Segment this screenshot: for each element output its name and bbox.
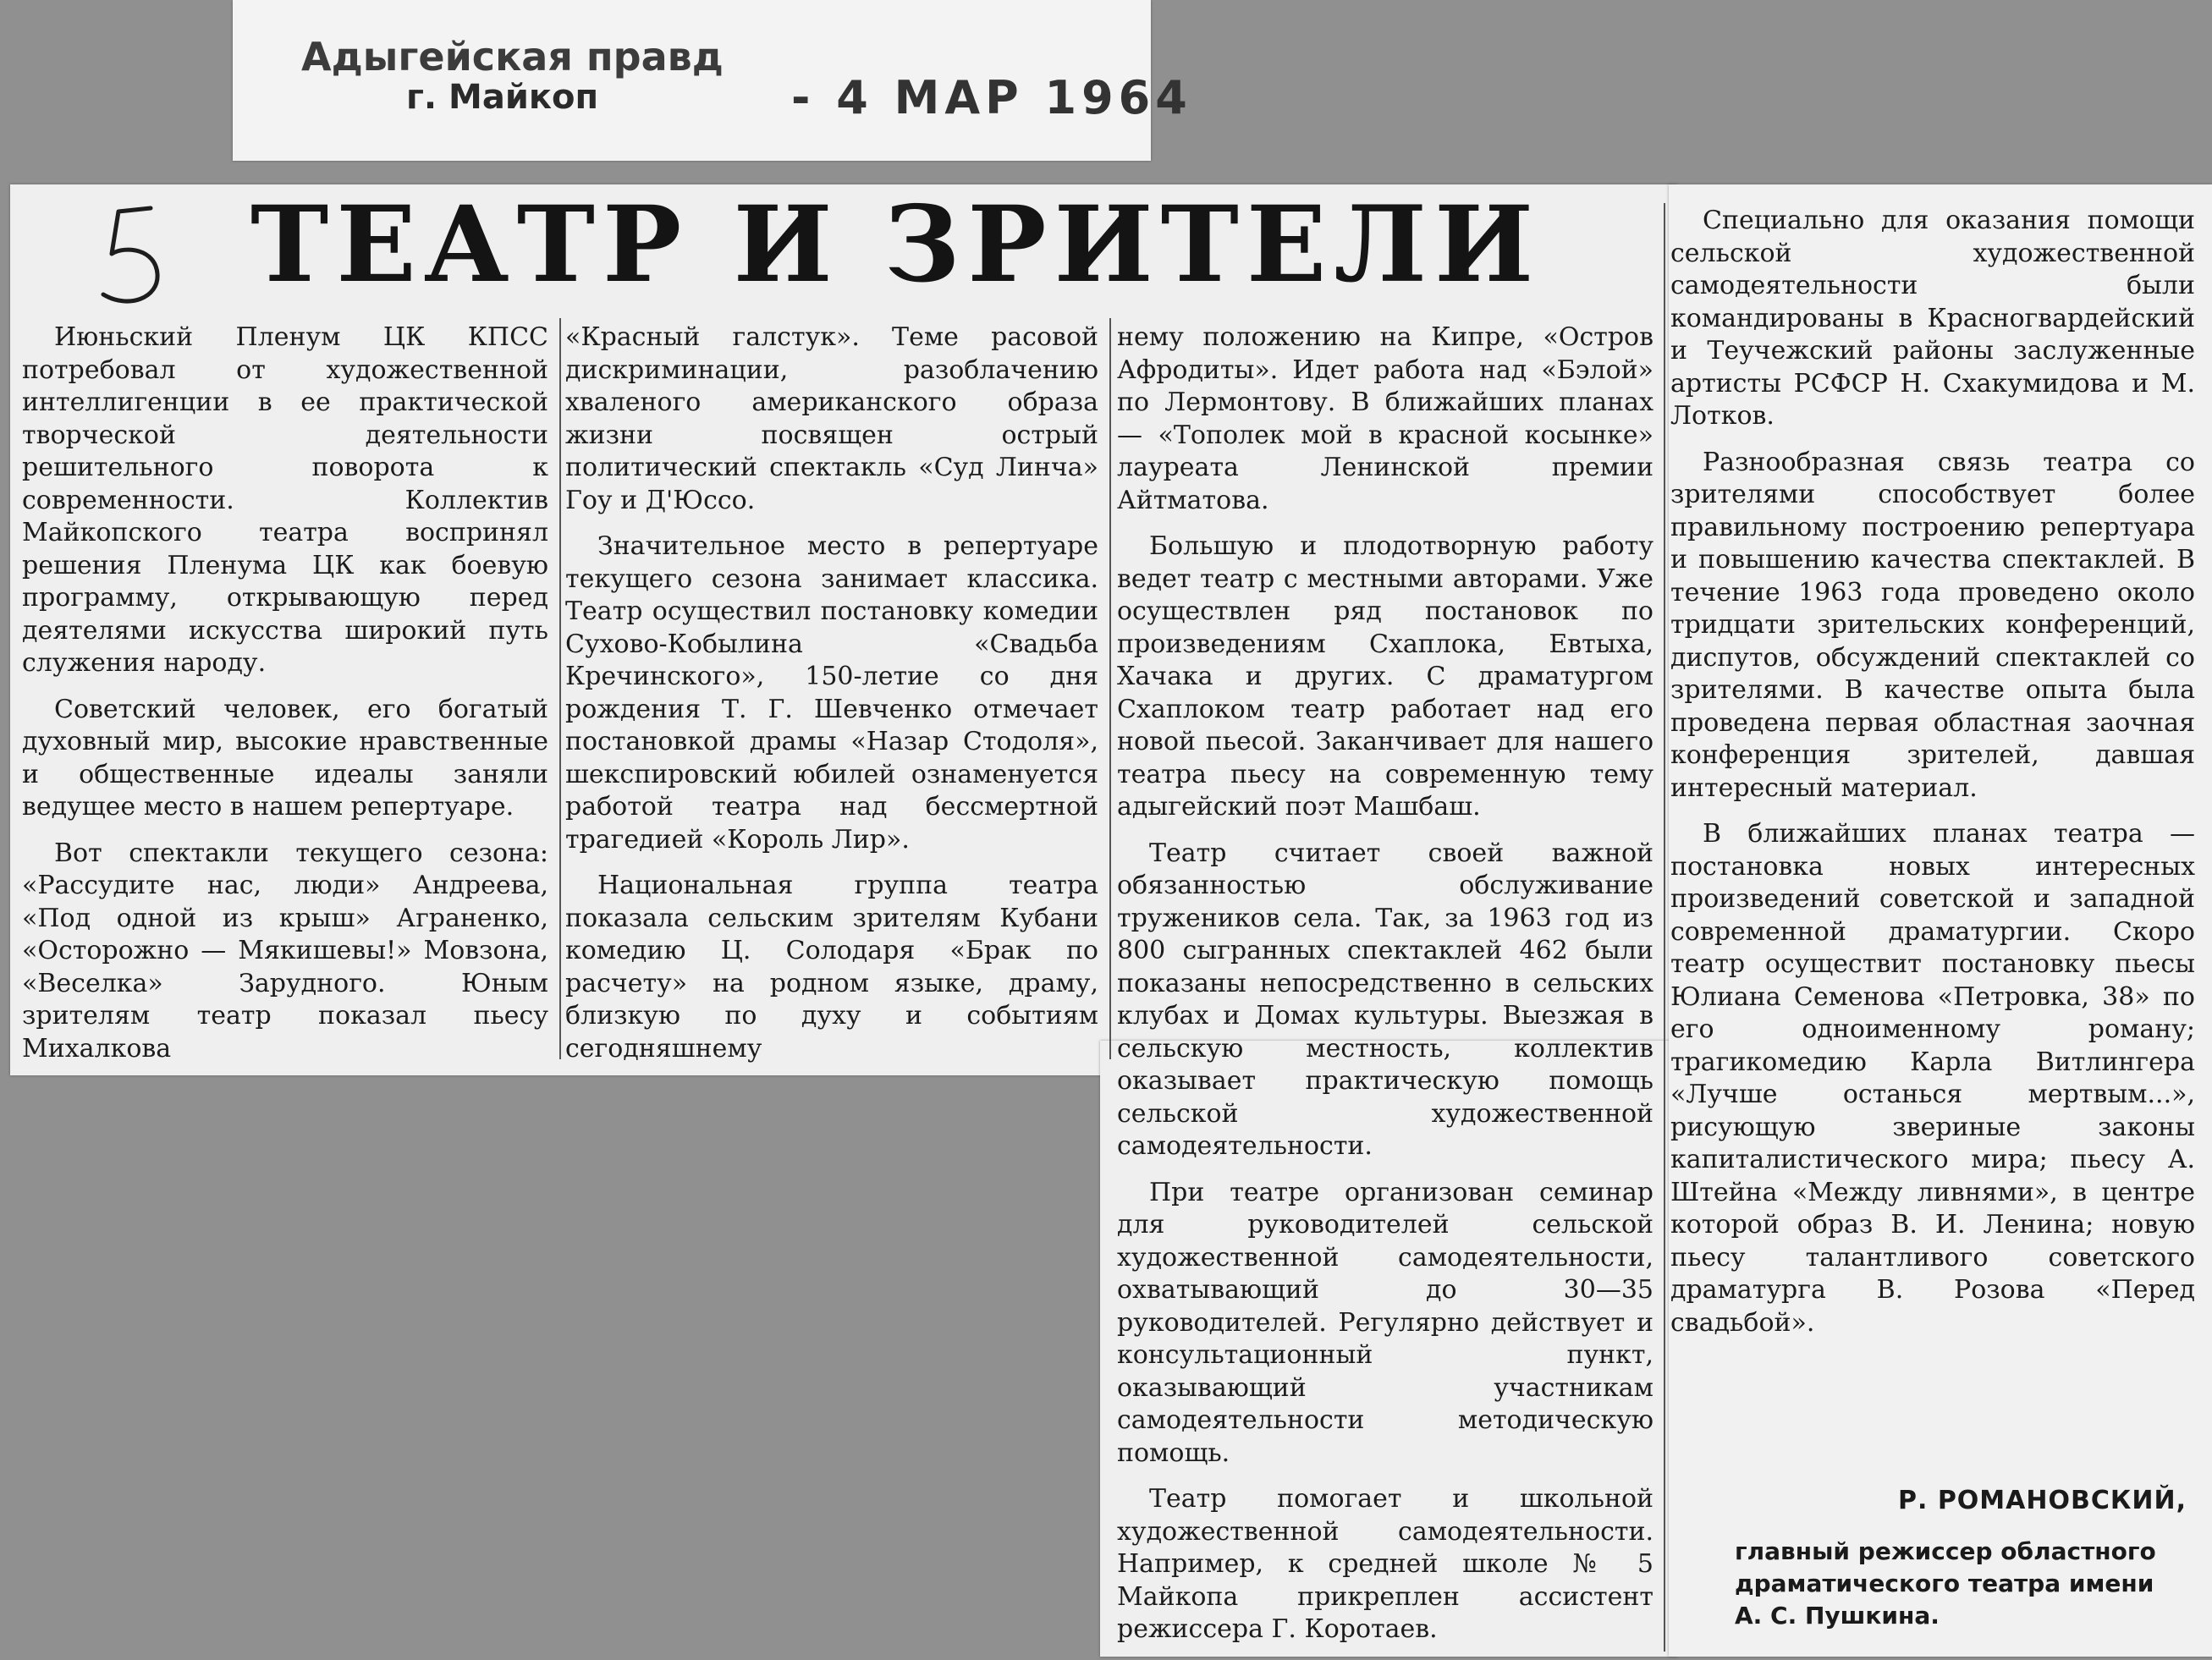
paragraph: Значительное место в репертуаре текущего сезона занимает классика. Театр осуществил постановку комедии Сухово-Кобылина «Свадьба Кречинского», 150-летие со дня рождения Т. Г. Шевченко отмечает постановкой драмы «Назар Стодоля», шекспировский юбилей ознаменуется работой театра над бессмертной трагедией «Король Лир». (565, 531, 1098, 855)
stamp-date: - 4 МАР 1964 (791, 71, 1192, 124)
stamp-newspaper-name: Адыгейская правд (301, 34, 724, 80)
paragraph: Разнообразная связь театра со зрителями способствует более правильному построению репертуара и повышению качества спектаклей. В течение 1963 года проведено около тридцати зрительских конференций, диспутов, обсуждений спектаклей со зрителями. В качестве опыта была проведена первая областная заочная конференция зрителей, давшая интересный материал. (1670, 447, 2195, 803)
author-name: Р. РОМАНОВСКИЙ, (1897, 1486, 2187, 1515)
paragraph: Национальная группа театра показала сельским зрителям Кубани комедию Ц. Солодаря «Брак по расчету» на родном языке, драму, близкую по духу и событиям сегодняшнему (565, 871, 1098, 1064)
paragraph: Специально для оказания помощи сельской художественной самодеятельности были командированы в Красногвардейский и Теучежский районы заслуженные артисты РСФСР Н. Схакумидова и М. Лотков. (1670, 206, 2195, 431)
paragraph: При театре организован семинар для руководителей сельской художественной самодеятельности, охватывающий до 30—35 руководителей. Регулярно действует и консультационный пункт, оказывающий участникам самодеятельности методическую помощь. (1117, 1177, 1653, 1468)
column-divider (1109, 318, 1111, 1059)
column-divider (559, 318, 561, 1059)
article-headline: ТЕАТР И ЗРИТЕЛИ (250, 184, 1542, 306)
paragraph: Вот спектакли текущего сезона: «Рассудите нас, люди» Андреева, «Под одной из крыш» Аграненко, «Осторожно — Мякишевы!» Мовзона, «Веселка» Зарудного. Юным зрителям театр показал пьесу Михалкова (22, 838, 548, 1064)
handwritten-page-number (91, 201, 173, 311)
paragraph: нему положению на Кипре, «Остров Афродиты». Идет работа над «Бэлой» по Лермонтову. В ближайших планах — «Тополек мой в красной косынке» лауреата Ленинской премии Айтматова. (1117, 322, 1653, 515)
author-title-line: драматического театра имени (1735, 1569, 2154, 1597)
paragraph: В ближайших планах театра — постановка новых интересных произведений советской и западной современной драматургии. Скоро театр осуществит постановку пьесы Юлиана Семенова «Петровка, 38» по его одноименному роману; трагикомедию Карла Витлингера «Лучше останься мертвым...», рисующую звериные законы капиталистического мира; пьесу А. Штейна «Между ливнями», в центре которой образ В. И. Ленина; новую пьесу талантливого советского драматурга В. Розова «Перед свадьбой». (1670, 819, 2195, 1338)
paragraph: Июньский Пленум ЦК КПСС потребовал от художественной интеллигенции в ее практической творческой деятельности решительного поворота к современности. Коллектив Майкопского театра воспринял решения Пленума ЦК как боевую программу, открывающую перед деятелями искусства широкий путь служения народу. (22, 322, 548, 678)
stamp-city: г. Майкоп (406, 78, 599, 117)
column-divider (1664, 203, 1665, 1652)
paragraph: Большую и плодотворную работу ведет театр с местными авторами. Уже осуществлен ряд постановок по произведениям Схаплока, Евтыха, Хачака и других. С драматургом Схаплоком театр работает над его новой пьесой. Заканчивает для нашего театра пьесу на современную тему адыгейский поэт Машбаш. (1117, 531, 1653, 822)
paragraph: «Красный галстук». Теме расовой дискриминации, разоблачению хваленого американского образа жизни посвящен острый политический спектакль «Суд Линча» Гоу и Д'Юссо. (565, 322, 1098, 515)
paragraph: Советский человек, его богатый духовный мир, высокие нравственные и общественные идеалы заняли ведущее место в нашем репертуаре. (22, 694, 548, 822)
article-column-2 (565, 322, 1103, 1079)
article-column-1 (22, 322, 555, 1079)
author-title-line: А. С. Пушкина. (1735, 1602, 1940, 1630)
paragraph: Театр помогает и школьной художественной самодеятельности. Например, к средней школе № 5 Майкопа прикреплен ассистент режиссера Г. Коротаев. (1117, 1484, 1653, 1644)
author-title-line: главный режиссер областного (1735, 1537, 2156, 1565)
article-column-4 (1670, 205, 2200, 1353)
article-column-3 (1117, 322, 1659, 1660)
paragraph: Театр считает своей важной обязанностью обслуживание тружеников села. Так, за 1963 год из 800 сыгранных спектаклей 462 были показаны непосредственно в сельских клубах и Домах культуры. Выезжая в сельскую местность, коллектив оказывает практическую помощь сельской художественной самодеятельности. (1117, 838, 1653, 1161)
